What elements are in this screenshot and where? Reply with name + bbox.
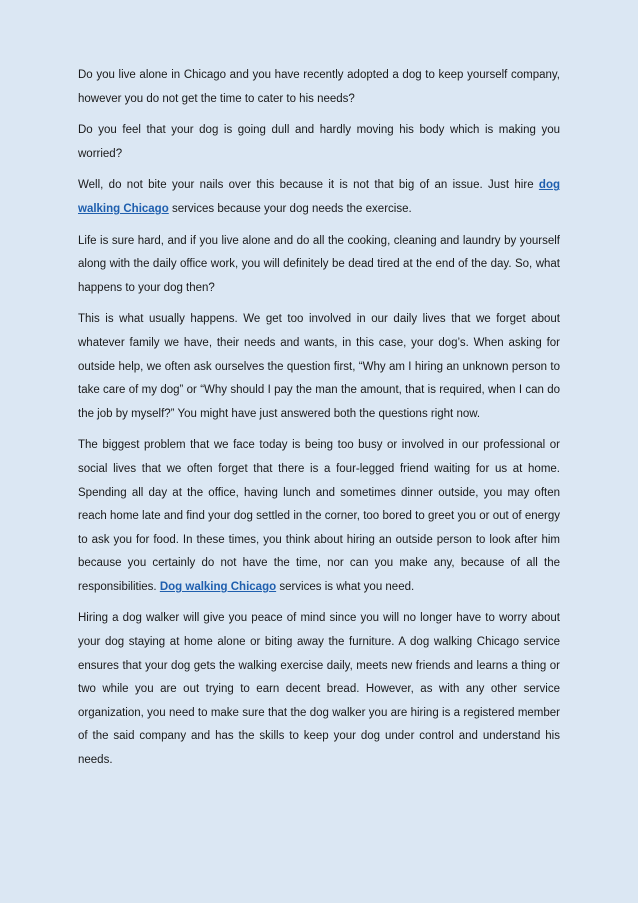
paragraph-1: Do you live alone in Chicago and you have recently adopted a dog to keep yourself company, however you do not get the time to cater to his needs? — [78, 69, 560, 105]
paragraph-7: Hiring a dog walker will give you peace of mind since you will no longer have to worry about your dog staying at home alone or biting away the furniture. A dog walking Chicago service ensures that your dog gets the walking exercise daily, meets new friends and learns a thing or two while you are out trying to earn decent bread. However, as with any other service organization, you need to make sure that the dog walker you are hiring is a registered member of the said company and has the skills to keep your dog under control and understand his needs. — [78, 612, 560, 767]
dog-walking-chicago-link[interactable]: dog walking Chicago — [78, 179, 560, 215]
dog-walking-chicago-link-2[interactable]: Dog walking Chicago — [159, 580, 277, 593]
paragraph-2: Do you feel that your dog is going dull and hardly moving his body which is making you worried? — [78, 124, 560, 160]
paragraph-5: This is what usually happens. We get too involved in our daily lives that we forget about whatever family we have, their needs and wants, in this case, your dog’s. When asking for outside help, we often ask ourselves the question first, “Why am I hiring an unknown person to take care of my dog” or “Why should I pay the man the amount, that is required, when I can do the job by myself?” You might have just answered both the questions right now. — [78, 313, 560, 420]
paragraph-3-text-before: Well, do not bite your nails over this because it is not that big of an issue. Just hire — [78, 179, 539, 192]
paragraph-3 — [78, 174, 560, 221]
paragraph-6 — [78, 434, 560, 599]
paragraph-6-text-before: The biggest problem that we face today is being too busy or involved in our professional or social lives that we often forget that there is a four-legged friend waiting for us at home. Spending all day at the office, having lunch and sometimes dinner outside, you may often reach home late and find your dog settled in the corner, too bored to greet you or out of energy to ask you for food. In these times, you think about hiring an outside person to look after him because you certainly do not have the time, nor can you make any, because of all the responsibilities. — [78, 439, 560, 593]
paragraph-3-text-after: services because your dog needs the exercise. — [168, 202, 412, 215]
paragraph-4: Life is sure hard, and if you live alone and do all the cooking, cleaning and laundry by yourself along with the daily office work, you will definitely be dead tired at the end of the day. So, what happens to your dog then? — [78, 234, 560, 294]
paragraph-6-text-after: services is what you need. — [276, 580, 415, 593]
